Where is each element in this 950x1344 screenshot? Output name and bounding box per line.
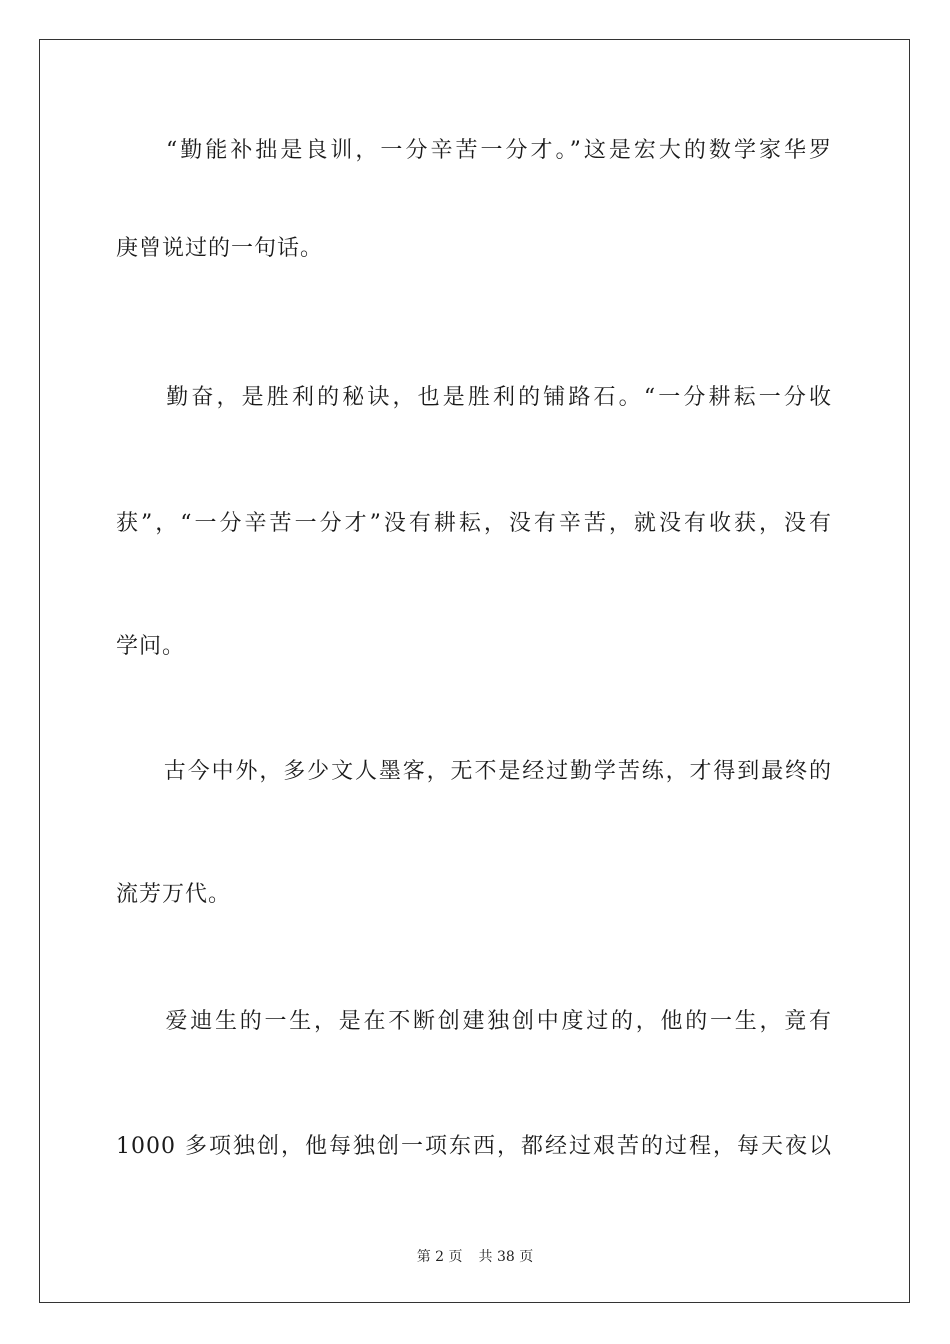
page-total: 共 38 页 [478, 1249, 534, 1265]
paragraph-2-line-2: 获”，“一分辛苦一分才”没有耕耘，没有辛苦，就没有收获，没有 [116, 511, 832, 536]
paragraph-3-line-1: 古今中外，多少文人墨客，无不是经过勤学苦练，才得到最终的 [116, 759, 832, 784]
paragraph-4-line-2: 1000 多项独创，他每独创一项东西，都经过艰苦的过程，每天夜以 [116, 1134, 832, 1159]
paragraph-1-line-2: 庚曾说过的一句话。 [116, 236, 324, 261]
page-footer [0, 1246, 950, 1266]
paragraph-4-line-1: 爱迪生的一生，是在不断创建独创中度过的，他的一生，竟有 [116, 1009, 832, 1034]
page-frame [39, 39, 910, 1303]
paragraph-2-line-3: 学问。 [116, 634, 186, 659]
paragraph-1-line-1: “勤能补拙是良训，一分辛苦一分才。”这是宏大的数学家华罗 [116, 138, 832, 163]
paragraph-3-line-2: 流芳万代。 [116, 882, 232, 907]
page-number: 第 2 页 [416, 1249, 463, 1265]
paragraph-2-line-1: 勤奋，是胜利的秘诀，也是胜利的铺路石。“一分耕耘一分收 [116, 385, 832, 410]
